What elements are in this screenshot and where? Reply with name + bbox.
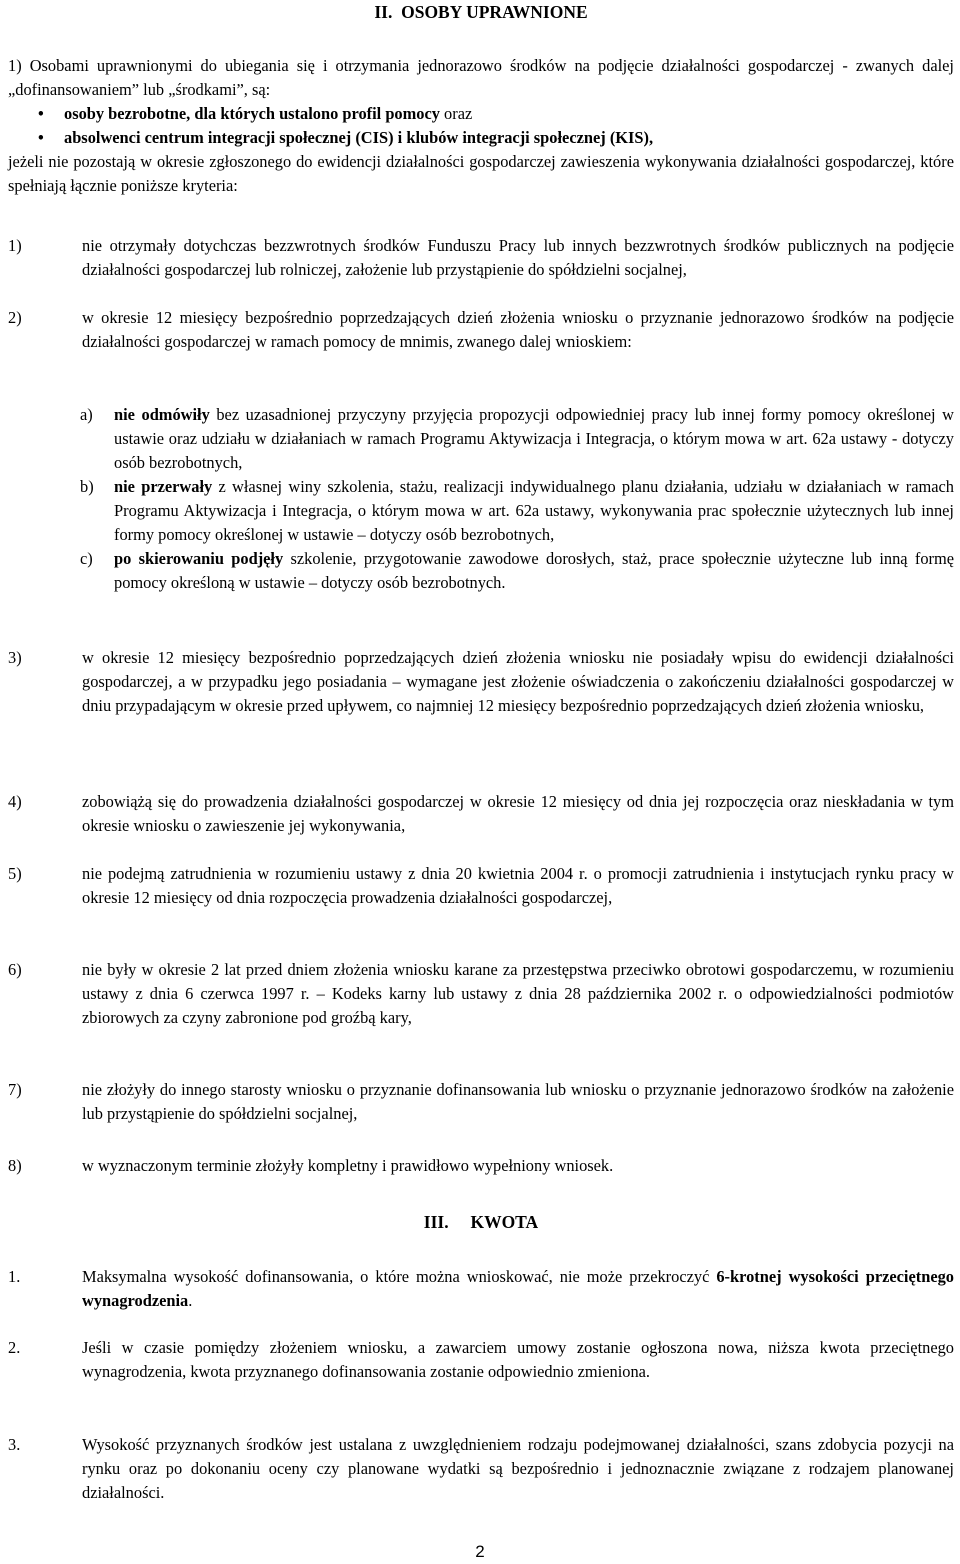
bullet-1-bold: osoby bezrobotne, dla których ustalono profil pomocy bbox=[64, 104, 440, 123]
intro-number: 1) bbox=[8, 56, 22, 75]
intro-paragraph bbox=[8, 54, 954, 102]
criterion-6 bbox=[8, 958, 954, 1030]
amount-point-1 bbox=[8, 1265, 954, 1313]
intro-text: Osobami uprawnionymi do ubiegania się i otrzymania jednorazowo środków na podjęcie działalności gospodarczej - zwanych dalej „dofinansowaniem” lub „środkami”, są: bbox=[8, 56, 954, 99]
subcriterion-a-letter: a) bbox=[80, 405, 93, 424]
intro-block bbox=[8, 54, 954, 198]
section-ii-title: II. OSOBY UPRAWNIONE bbox=[374, 2, 588, 22]
criterion-5-text: nie podejmą zatrudnienia w rozumieniu ustawy z dnia 20 kwietnia 2004 r. o promocji zatrudnienia i instytucjach rynku pracy w okresie 12 miesięcy od dnia rozpoczęcia prowadzenia działalności gospodarczej, bbox=[82, 864, 954, 907]
subcriterion-b-bold: nie przerwały bbox=[114, 477, 213, 496]
amount-1-bold: 6-krotnej wysokości przeciętnego wynagrodzenia bbox=[82, 1267, 954, 1310]
subcriterion-b-text: z własnej winy szkolenia, stażu, realizacji indywidualnego planu działania, udziału w działaniach w ramach Programu Aktywizacja i Integracja, o którym mowa w art. 62a ustawy, wykonywania prac społecznie użytecznych lub innej formy pomocy określonej w ustawie – dotyczy osób bezrobotnych, bbox=[114, 477, 954, 544]
criterion-5 bbox=[8, 862, 954, 910]
amount-1-text: Maksymalna wysokość dofinansowania, o które można wnioskować, nie może przekroczyć bbox=[82, 1267, 717, 1286]
criterion-2-text: w okresie 12 miesięcy bezpośrednio poprzedzających dzień złożenia wniosku o przyznanie jednorazowo środków na podjęcie działalności gospodarczej w ramach pomocy de mnimis, zwanego dalej wnioskiem: bbox=[82, 308, 954, 351]
amount-3-text: Wysokość przyznanych środków jest ustalana z uwzględnieniem rodzaju podejmowanej działalności, szans zdobycia pozycji na rynku oraz po dokonaniu oceny czy planowane wydatki są bezpośrednio i jednoznacznie związane z rodzajem planowanej działalności. bbox=[82, 1435, 954, 1502]
subcriterion-c-bold: po skierowaniu podjęły bbox=[114, 549, 284, 568]
section-ii-heading-block bbox=[8, 0, 954, 24]
bullet-icon: • bbox=[38, 128, 44, 147]
amount-2-number: 2. bbox=[8, 1338, 21, 1357]
criterion-4-number: 4) bbox=[8, 792, 22, 811]
amount-point-2 bbox=[8, 1336, 954, 1384]
criteria-intro: jeżeli nie pozostają w okresie zgłoszonego do ewidencji działalności gospodarczej zawieszenia wykonywania działalności gospodarczej, które spełniają łącznie poniższe kryteria: bbox=[8, 152, 954, 195]
criterion-3-text: w okresie 12 miesięcy bezpośrednio poprzedzających dzień złożenia wniosku nie posiadały wpisu do ewidencji działalności gospodarczej, a w przypadku jego posiadania – wymagane jest złożenie oświadczenia o zakończeniu działalności gospodarczej w dniu przypadającym w okresie przed upływem, co najmniej 12 miesięcy bezpośrednio poprzedzających dzień złożenia wniosku, bbox=[82, 648, 954, 715]
subcriterion-c bbox=[8, 547, 954, 595]
criterion-2-number: 2) bbox=[8, 308, 22, 327]
subcriterion-c-letter: c) bbox=[80, 549, 93, 568]
subcriteria bbox=[8, 403, 954, 595]
criterion-7-number: 7) bbox=[8, 1080, 22, 1099]
criterion-8-number: 8) bbox=[8, 1156, 22, 1175]
bullet-1-rest: oraz bbox=[439, 104, 473, 123]
criterion-6-text: nie były w okresie 2 lat przed dniem złożenia wniosku karane za przestępstwa przeciwko obrotowi gospodarczemu, w rozumieniu ustawy z dnia 6 czerwca 1997 r. – Kodeks karny lub ustawy z dnia 28 października 2002 r. o odpowiedzialności podmiotów zbiorowych za czyny zabronione pod groźbą kary, bbox=[82, 960, 954, 1027]
criterion-4 bbox=[8, 790, 954, 838]
criterion-5-number: 5) bbox=[8, 864, 22, 883]
subcriterion-a bbox=[8, 403, 954, 475]
criterion-7-text: nie złożyły do innego starosty wniosku o przyznanie dofinansowania lub wniosku o przyznanie jednorazowo środków na założenie lub przystąpienie do spółdzielni socjalnej, bbox=[82, 1080, 954, 1123]
criterion-6-number: 6) bbox=[8, 960, 22, 979]
page-number: 2 bbox=[475, 1542, 485, 1561]
amount-3-number: 3. bbox=[8, 1435, 21, 1454]
bullet-item-unemployed bbox=[8, 102, 954, 126]
criterion-7 bbox=[8, 1078, 954, 1126]
criterion-1-text: nie otrzymały dotychczas bezzwrotnych środków Funduszu Pracy lub innych bezzwrotnych środków publicznych na podjęcie działalności gospodarczej lub rolniczej, założenie lub przystąpienie do spółdzielni socjalnej, bbox=[82, 236, 954, 279]
amount-1-number: 1. bbox=[8, 1267, 21, 1286]
criterion-1 bbox=[8, 234, 954, 282]
criterion-2 bbox=[8, 306, 954, 354]
criterion-4-text: zobowiążą się do prowadzenia działalności gospodarczej w okresie 12 miesięcy od dnia jej rozpoczęcia oraz nieskładania w tym okresie wniosku o zawieszenie jej wykonywania, bbox=[82, 792, 954, 835]
criterion-3-number: 3) bbox=[8, 648, 22, 667]
subcriterion-b bbox=[8, 475, 954, 547]
amount-point-3 bbox=[8, 1433, 954, 1505]
criterion-3 bbox=[8, 646, 954, 718]
subcriterion-c-text: szkolenie, przygotowanie zawodowe dorosłych, staż, prace społecznie użyteczne lub inną formę pomocy określoną w ustawie – dotyczy osób bezrobotnych. bbox=[114, 549, 954, 592]
criterion-8-text: w wyznaczonym terminie złożyły kompletny i prawidłowo wypełniony wniosek. bbox=[82, 1156, 614, 1175]
criterion-8 bbox=[8, 1154, 954, 1178]
section-iii-heading-block bbox=[8, 1210, 954, 1234]
bullet-icon: • bbox=[38, 104, 44, 123]
section-iii-title: III. KWOTA bbox=[423, 1212, 539, 1232]
amount-1-end: . bbox=[188, 1291, 193, 1310]
subcriterion-a-bold: nie odmówiły bbox=[114, 405, 210, 424]
criterion-1-number: 1) bbox=[8, 236, 22, 255]
amount-2-text: Jeśli w czasie pomiędzy złożeniem wniosku, a zawarciem umowy zostanie ogłoszona nowa, niższa kwota przeciętnego wynagrodzenia, kwota przyznanego dofinansowania zostanie odpowiednio zmieniona. bbox=[82, 1338, 954, 1381]
subcriterion-a-text: bez uzasadnionej przyczyny przyjęcia propozycji odpowiedniej pracy lub innej formy pomocy określonej w ustawie oraz udziału w działaniach w ramach Programu Aktywizacja i Integracja, o którym mowa w art. 62a ustawy - dotyczy osób bezrobotnych, bbox=[114, 405, 954, 472]
bullet-item-graduates bbox=[8, 126, 954, 150]
subcriterion-b-letter: b) bbox=[80, 477, 94, 496]
bullet-2-bold: absolwenci centrum integracji społecznej (CIS) i klubów integracji społecznej (KIS), bbox=[64, 128, 654, 147]
